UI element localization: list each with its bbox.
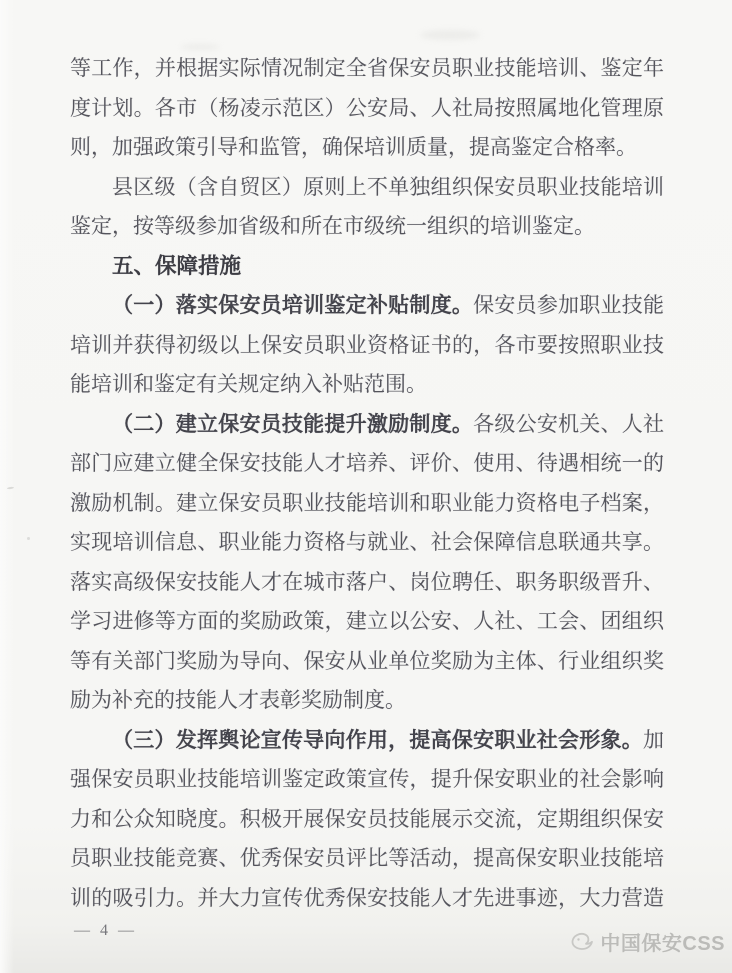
- scan-artifact: [27, 537, 30, 540]
- text-line: 培训并获得初级以上保安员职业资格证书的，各市要按照职业技: [70, 332, 664, 357]
- text-line: [70, 286, 664, 326]
- text-line: 励为补充的技能人才表彰奖励制度。: [70, 688, 406, 712]
- text-line: 县区级（含自贸区）原则上不单独组织保安员职业技能培训: [112, 174, 664, 199]
- text-line: 力和公众知晓度。积极开展保安员技能展示交流，定期组织保安: [70, 806, 664, 831]
- brand-watermark: [569, 927, 725, 956]
- text-line: 部门应建立健全保安技能人才培养、评价、使用、待遇相统一的: [70, 451, 664, 475]
- watermark-label: 中国保安CSS: [600, 933, 725, 955]
- text-line: 激励机制。建立保安员职业技能培训和职业能力资格电子档案，: [70, 490, 664, 515]
- dove-logo-icon: [569, 929, 595, 955]
- paragraph-rest: 保安员参加职业技能: [473, 293, 664, 317]
- document-body: [70, 49, 664, 918]
- text-line: 训的吸引力。并大力宣传优秀保安技能人才先进事迹，大力营造: [70, 885, 664, 910]
- text-line: 度计划。各市（杨凌示范区）公安局、人社局按照属地化管理原: [70, 95, 664, 120]
- section-heading: 五、保障措施: [112, 253, 242, 278]
- paragraph-lead: （一）落实保安员培训鉴定补贴制度。: [112, 293, 474, 317]
- text-line: 实现培训信息、职业能力资格与就业、社会保障信息联通共享。: [70, 530, 664, 554]
- page-number: — 4 —: [74, 922, 137, 939]
- text-line: 鉴定，按等级参加省级和所在市级统一组织的培训鉴定。: [70, 214, 595, 238]
- text-line: 等有关部门奖励为导向、保安从业单位奖励为主体、行业组织奖: [70, 648, 664, 673]
- text-line: 强保安员职业技能培训鉴定政策宣传，提升保安职业的社会影响: [70, 767, 664, 791]
- text-line: [70, 721, 664, 761]
- text-line: 学习进修等方面的奖励政策，建立以公安、人社、工会、团组织: [70, 609, 664, 633]
- text-line: 员职业技能竞赛、优秀保安员评比等活动，提高保安职业技能培: [70, 846, 664, 870]
- paragraph-lead: （二）建立保安员技能提升激励制度。: [112, 411, 474, 436]
- paragraph-rest: 加: [643, 727, 664, 752]
- paragraph-rest: 各级公安机关、人社: [473, 411, 664, 436]
- scan-artifact: [420, 30, 480, 40]
- text-line: 等工作，并根据实际情况制定全省保安员职业技能培训、鉴定年: [70, 56, 664, 80]
- text-line: 落实高级保安技能人才在城市落户、岗位聘任、职务职级晋升、: [70, 569, 664, 594]
- text-line: [70, 405, 664, 445]
- text-line: 能培训和鉴定有关规定纳入补贴范围。: [70, 372, 427, 396]
- paragraph-lead: （三）发挥舆论宣传导向作用，提高保安职业社会形象。: [112, 727, 643, 752]
- text-line: 则，加强政策引导和监管，确保培训质量，提高鉴定合格率。: [70, 135, 637, 159]
